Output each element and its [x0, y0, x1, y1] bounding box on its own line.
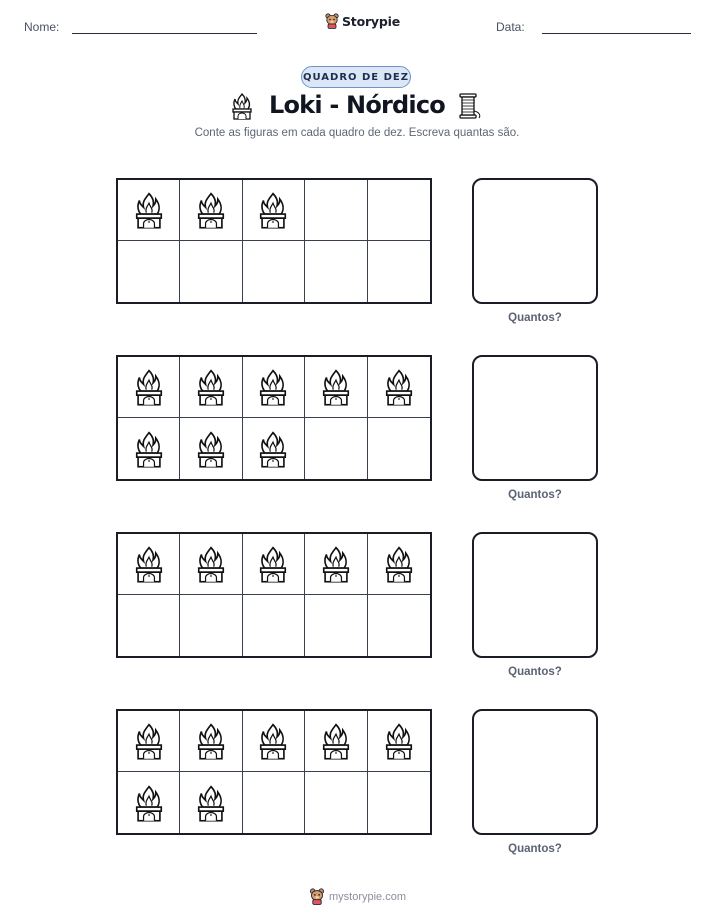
ten-frame-cell: [180, 711, 242, 772]
ten-frame-cell: [305, 772, 367, 833]
ten-frame-cell: [180, 595, 242, 656]
instructions-text: Conte as figuras em cada quadro de dez. Escreva quantas são.: [194, 127, 520, 139]
answer-box[interactable]: [472, 709, 598, 835]
ten-frame-cell: [368, 711, 430, 772]
ten-frame-cell: [305, 595, 367, 656]
ten-frame-cell: [243, 357, 305, 418]
ten-frame-cell: [243, 241, 305, 302]
fireplace-icon: [258, 367, 288, 407]
answer-box[interactable]: [472, 355, 598, 481]
fireplace-icon: [321, 544, 351, 584]
fireplace-icon: [134, 544, 164, 584]
date-field-line[interactable]: [542, 33, 691, 34]
ten-frame-cell: [243, 180, 305, 241]
ten-frame-cell: [180, 180, 242, 241]
fireplace-icon: [196, 190, 226, 230]
ten-frame: [116, 709, 432, 835]
ten-frame-cell: [118, 711, 180, 772]
fireplace-icon: [196, 783, 226, 823]
ten-frame-cell: [368, 418, 430, 479]
fireplace-icon: [321, 721, 351, 761]
ten-frame-cell: [243, 534, 305, 595]
quantos-label: Quantos?: [508, 489, 562, 501]
quantos-label: Quantos?: [508, 312, 562, 324]
fireplace-icon: [196, 721, 226, 761]
answer-box[interactable]: [472, 532, 598, 658]
ten-frame-cell: [368, 595, 430, 656]
bear-mascot-icon: [309, 888, 325, 905]
ten-frame-cell: [243, 711, 305, 772]
quantos-label: Quantos?: [508, 843, 562, 855]
fireplace-icon: [134, 367, 164, 407]
fireplace-icon: [321, 367, 351, 407]
fireplace-icon: [134, 429, 164, 469]
ten-frame-cell: [305, 241, 367, 302]
fireplace-icon: [196, 367, 226, 407]
worksheet-type-badge: QUADRO DE DEZ: [301, 66, 411, 88]
ten-frame-cell: [368, 180, 430, 241]
ten-frame-cell: [118, 357, 180, 418]
fireplace-icon: [258, 429, 288, 469]
ten-frame-cell: [305, 534, 367, 595]
page-title: Loki - Nórdico: [269, 91, 445, 119]
fireplace-icon: [258, 190, 288, 230]
name-label: Nome:: [24, 20, 60, 34]
ten-frame-cell: [180, 357, 242, 418]
fireplace-icon: [134, 190, 164, 230]
ten-frame-cell: [243, 772, 305, 833]
ten-frame-cell: [118, 772, 180, 833]
ten-frame-cell: [243, 418, 305, 479]
ten-frame: [116, 355, 432, 481]
fireplace-icon: [134, 783, 164, 823]
ten-frame-cell: [305, 180, 367, 241]
fireplace-icon: [196, 429, 226, 469]
fireplace-icon: [196, 544, 226, 584]
ten-frame-cell: [243, 595, 305, 656]
ten-frame-cell: [180, 241, 242, 302]
fireplace-icon: [258, 721, 288, 761]
fireplace-icon: [384, 721, 414, 761]
footer-url[interactable]: mystorypie.com: [329, 890, 407, 903]
ten-frame-cell: [118, 241, 180, 302]
ten-frame-cell: [180, 772, 242, 833]
ten-frame-cell: [118, 418, 180, 479]
ten-frame-cell: [368, 357, 430, 418]
date-label: Data:: [496, 20, 525, 34]
ten-frame-cell: [305, 711, 367, 772]
fireplace-icon: [384, 367, 414, 407]
fireplace-icon: [258, 544, 288, 584]
ten-frame-cell: [118, 534, 180, 595]
ten-frame-cell: [305, 418, 367, 479]
fireplace-icon: [134, 721, 164, 761]
ten-frame-cell: [180, 534, 242, 595]
ten-frame-cell: [368, 772, 430, 833]
ten-frame-cell: [118, 595, 180, 656]
footer: [309, 888, 406, 905]
ten-frame-cell: [305, 357, 367, 418]
ten-frame: [116, 178, 432, 304]
ten-frame-cell: [368, 534, 430, 595]
ten-frame: [116, 532, 432, 658]
name-field-line[interactable]: [72, 33, 257, 34]
ten-frame-cell: [118, 180, 180, 241]
fireplace-icon: [231, 92, 253, 120]
brand-name: Storypie: [342, 13, 400, 29]
ten-frame-cell: [368, 241, 430, 302]
answer-box[interactable]: [472, 178, 598, 304]
bear-mascot-icon: [325, 13, 339, 29]
thread-spool-icon: [457, 92, 483, 120]
brand-logo: [325, 13, 400, 29]
ten-frame-cell: [180, 418, 242, 479]
fireplace-icon: [384, 544, 414, 584]
quantos-label: Quantos?: [508, 666, 562, 678]
